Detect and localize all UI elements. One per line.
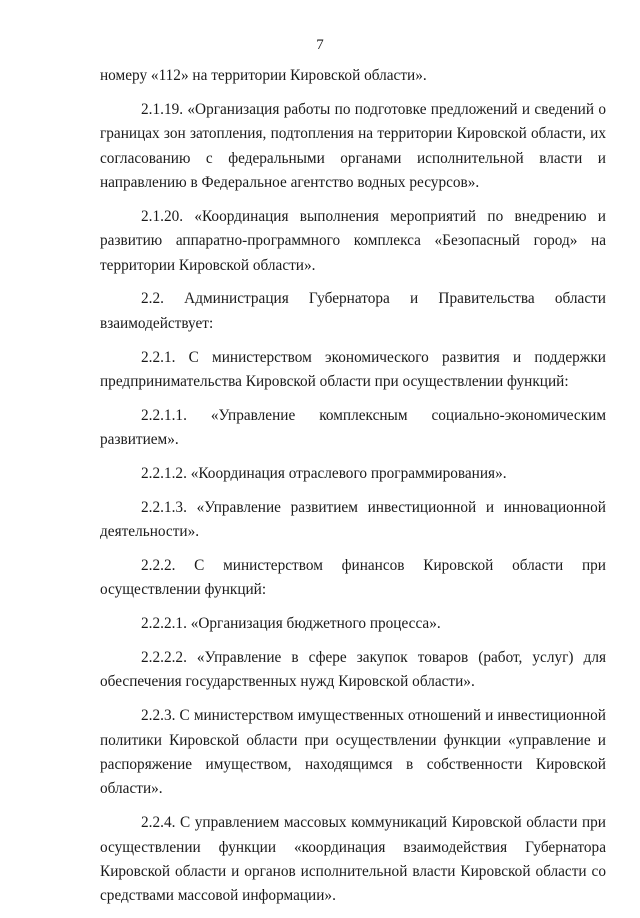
- text-line: Кировской области и органов исполнительной власти Кировской области со: [100, 863, 606, 881]
- paragraph-2-1-19: [100, 98, 606, 196]
- paragraph-2-1-20: [100, 205, 606, 278]
- text-line: 2.1.20. «Координация выполнения мероприятий по внедрению и: [141, 207, 606, 225]
- text-line: распоряжение имуществом, находящимся в собственности Кировской: [100, 756, 606, 774]
- text-line: области».: [100, 780, 163, 798]
- text-line: обеспечения государственных нужд Кировской области».: [100, 673, 475, 691]
- paragraph-2-2-1: [100, 346, 606, 395]
- text-line: развитию аппаратно-программного комплекса «Безопасный город» на: [100, 232, 606, 250]
- text-line: 2.2.1. С министерством экономического развития и поддержки: [141, 348, 606, 366]
- text-line: осуществлении функции «координация взаимодействия Губернатора: [100, 838, 606, 856]
- text-line: 2.2.2.2. «Управление в сфере закупок товаров (работ, услуг) для: [141, 649, 606, 667]
- document-body: [100, 64, 606, 918]
- text-line: номеру «112» на территории Кировской области».: [100, 67, 427, 84]
- text-line: 2.2.3. С министерством имущественных отношений и инвестиционной: [141, 707, 606, 725]
- paragraph: [100, 64, 606, 88]
- text-line: предпринимательства Кировской области при осуществлении функций:: [100, 373, 569, 391]
- text-line: 2.2.2.1. «Организация бюджетного процесса».: [141, 615, 441, 633]
- paragraph-2-2-2: [100, 554, 606, 603]
- text-line: деятельности».: [100, 523, 200, 541]
- paragraph-2-2-2-2: [100, 646, 606, 695]
- paragraph-2-2-1-1: [100, 404, 606, 453]
- page-number: 7: [316, 37, 324, 53]
- text-line: 2.2.1.3. «Управление развитием инвестиционной и инновационной: [141, 498, 606, 516]
- text-line: 2.2.2. С министерством финансов Кировской области при: [141, 557, 606, 575]
- text-line: 2.2.1.2. «Координация отраслевого программирования».: [141, 465, 507, 483]
- text-line: осуществлении функций:: [100, 581, 267, 599]
- text-line: 2.2. Администрация Губернатора и Правительства области: [141, 290, 606, 308]
- text-line: направлению в Федеральное агентство водных ресурсов».: [100, 174, 480, 192]
- text-line: 2.2.1.1. «Управление комплексным социально-экономическим: [141, 406, 606, 424]
- paragraph-2-2-2-1: [100, 612, 606, 636]
- paragraph-2-2-4: [100, 811, 606, 909]
- text-line: согласованию с федеральными органами исполнительной власти и: [100, 149, 606, 167]
- text-line: 2.1.19. «Организация работы по подготовке предложений и сведений о: [141, 100, 606, 118]
- paragraph-2-2-1-2: [100, 462, 606, 486]
- paragraph-2-2-1-3: [100, 496, 606, 545]
- text-line: территории Кировской области».: [100, 256, 316, 274]
- text-line: границах зон затопления, подтопления на территории Кировской области, их: [100, 125, 606, 143]
- text-line: политики Кировской области при осуществлении функции «управление и: [100, 731, 606, 749]
- paragraph-2-2: [100, 287, 606, 336]
- text-line: 2.2.4. С управлением массовых коммуникаций Кировской области при: [141, 814, 606, 832]
- text-line: взаимодействует:: [100, 314, 214, 332]
- text-line: развитием».: [100, 431, 179, 449]
- text-line: средствами массовой информации».: [100, 887, 336, 905]
- paragraph-2-2-3: [100, 704, 606, 802]
